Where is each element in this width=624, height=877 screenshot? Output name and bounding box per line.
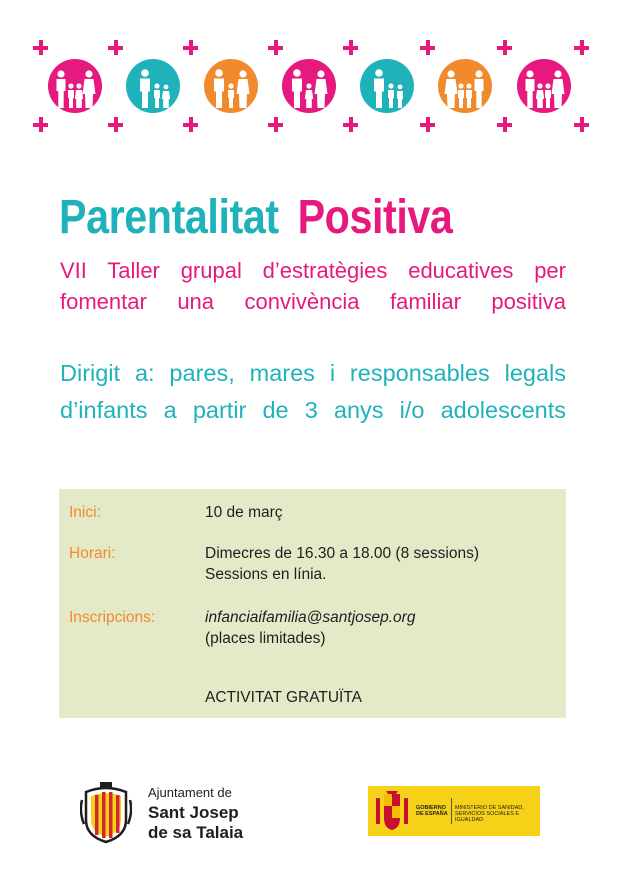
start-value: 10 de març bbox=[205, 504, 283, 521]
target-audience bbox=[60, 355, 566, 429]
crest-icon bbox=[80, 782, 132, 844]
schedule-label: Horari: bbox=[69, 545, 116, 562]
ajuntament-logo bbox=[80, 782, 270, 846]
family-circle-2 bbox=[126, 59, 180, 113]
family-circle-7 bbox=[517, 59, 571, 113]
title-word-parentalitat: Parentalitat bbox=[59, 191, 279, 244]
subtitle-line-1: VII Taller grupal d’estratègies educatives per bbox=[60, 258, 566, 283]
family-father-two-children-icon bbox=[365, 66, 409, 110]
plus-icon bbox=[268, 40, 283, 55]
plus-icon bbox=[108, 117, 123, 132]
registration-note: (places limitades) bbox=[205, 630, 326, 647]
registration-label: Inscripcions: bbox=[69, 609, 156, 626]
page-title bbox=[59, 190, 452, 245]
plus-icon bbox=[183, 117, 198, 132]
plus-icon bbox=[574, 40, 589, 55]
registration-email[interactable]: infanciaifamilia@santjosep.org bbox=[205, 609, 416, 626]
subtitle bbox=[60, 255, 566, 317]
free-activity: ACTIVITAT GRATUÏTA bbox=[205, 689, 363, 706]
ministerio-logo bbox=[368, 786, 540, 836]
logo-separator bbox=[451, 798, 452, 824]
ajuntament-line-2: Sant Josep bbox=[148, 803, 239, 822]
header-decoration bbox=[0, 0, 624, 150]
plus-icon bbox=[183, 40, 198, 55]
family-parents-two-children-icon bbox=[53, 66, 97, 110]
family-circle-5 bbox=[360, 59, 414, 113]
plus-icon bbox=[343, 40, 358, 55]
family-parents-two-children-icon bbox=[443, 66, 487, 110]
ajuntament-line-1: Ajuntament de bbox=[148, 785, 232, 800]
plus-icon bbox=[343, 117, 358, 132]
ajuntament-line-3: de sa Talaia bbox=[148, 823, 244, 842]
schedule-line-2: Sessions en línia. bbox=[205, 566, 327, 583]
plus-icon bbox=[33, 117, 48, 132]
plus-icon bbox=[420, 117, 435, 132]
ministry-text: MINISTERIO DE SANIDAD, SERVICIOS SOCIALES E IGUALDAD bbox=[455, 805, 524, 823]
family-parents-child-icon bbox=[209, 66, 253, 110]
gobierno-text: GOBIERNO DE ESPAÑA bbox=[416, 805, 448, 817]
plus-icon bbox=[497, 40, 512, 55]
plus-icon bbox=[268, 117, 283, 132]
plus-icon bbox=[108, 40, 123, 55]
schedule-value bbox=[205, 543, 479, 585]
title-word-positiva: Positiva bbox=[297, 191, 453, 244]
family-father-two-children-icon bbox=[131, 66, 175, 110]
family-parents-two-children-icon bbox=[522, 66, 566, 110]
registration-value bbox=[205, 607, 415, 649]
subtitle-line-2: fomentar una convivència familiar positiva bbox=[60, 289, 566, 314]
family-circle-4 bbox=[282, 59, 336, 113]
schedule-line-1: Dimecres de 16.30 a 18.00 (8 sessions) bbox=[205, 545, 479, 562]
plus-icon bbox=[497, 117, 512, 132]
family-circle-6 bbox=[438, 59, 492, 113]
family-circle-3 bbox=[204, 59, 258, 113]
plus-icon bbox=[574, 117, 589, 132]
start-label: Inici: bbox=[69, 504, 101, 521]
spain-coat-of-arms-icon bbox=[374, 790, 410, 832]
audience-line-2: d’infants a partir de 3 anys i/o adolescents bbox=[60, 397, 566, 423]
plus-icon bbox=[420, 40, 435, 55]
info-box bbox=[59, 489, 566, 718]
family-parents-child-icon bbox=[287, 66, 331, 110]
audience-line-1: Dirigit a: pares, mares i responsables legals bbox=[60, 360, 566, 386]
family-circle-1 bbox=[48, 59, 102, 113]
plus-icon bbox=[33, 40, 48, 55]
